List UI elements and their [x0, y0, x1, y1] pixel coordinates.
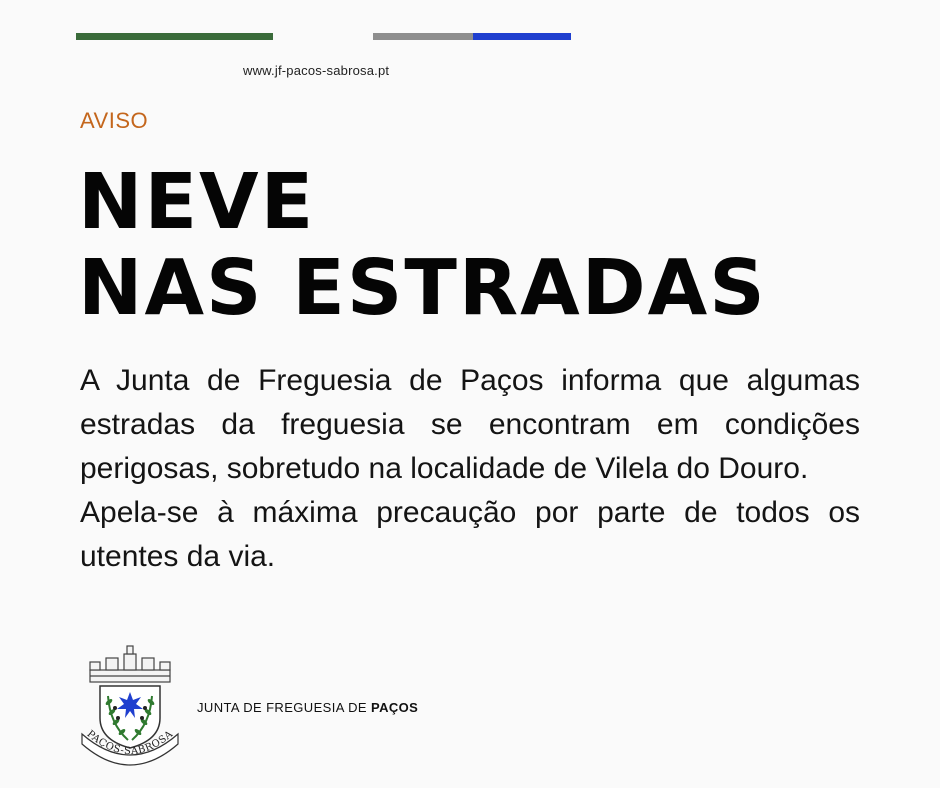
headline-line-1: NEVE — [78, 158, 316, 247]
blue-accent-bar — [473, 33, 571, 40]
green-accent-bar — [76, 33, 273, 40]
crest-banner-text: PAÇOS-SABROSA — [84, 728, 176, 758]
mural-crown — [90, 646, 170, 682]
notice-kicker: AVISO — [80, 108, 149, 133]
notice-paragraph-2: Apela-se à máxima precaução por parte de todos os utentes da via. — [80, 496, 860, 573]
headline — [78, 160, 767, 332]
coat-of-arms-icon — [76, 644, 184, 774]
gray-accent-bar — [373, 33, 473, 40]
footer-org-prefix: JUNTA DE FREGUESIA DE — [197, 700, 371, 715]
notice-paragraph-1: A Junta de Freguesia de Paços informa que algumas estradas da freguesia se encontram em condições perigosas, sobretudo na localidade de Vilela do Douro. — [80, 364, 860, 485]
website-url: www.jf-pacos-sabrosa.pt — [243, 63, 390, 78]
headline-line-2: NAS ESTRADAS — [78, 244, 767, 333]
footer-organization — [197, 700, 418, 715]
notice-body — [80, 359, 860, 579]
footer-org-name: PAÇOS — [370, 700, 419, 715]
